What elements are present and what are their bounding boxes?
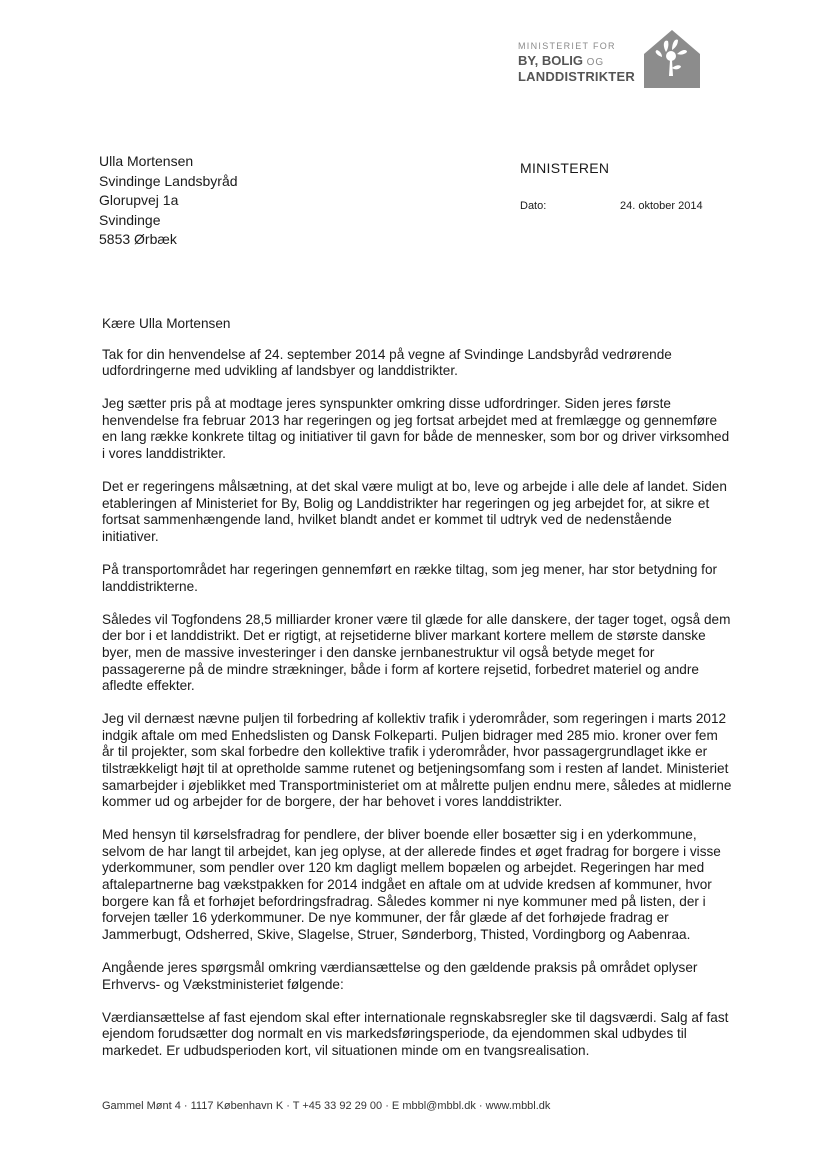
logo-line-1: MINISTERIET FOR — [518, 41, 616, 51]
paragraph: Jeg sætter pris på at modtage jeres synspunkter omkring disse udfordringer. Siden jeres første henvendelse fra februar 2013 har regeringen og jeg fortsat arbejdet med at fremlægge og gennemføre en lang række konkrete tiltag og initiativer til gavn for både de mennesker, som bor og driver virksomhed i vores landdistrikter. — [102, 396, 730, 462]
letter-body — [102, 316, 732, 1076]
salutation: Kære Ulla Mortensen — [102, 316, 231, 331]
recipient-postal: 5853 Ørbæk — [99, 231, 177, 247]
paragraph: Jeg vil dernæst nævne puljen til forbedring af kollektiv trafik i yderområder, som regeringen i marts 2012 indgik aftale om med Enhedslisten og Dansk Folkeparti. Puljen bidrager med 285 mio. kroner over fem år til projekter, som skal forbedre den kollektive trafik i yderområder, hvor passagergrundlaget ikke er tilstrækkeligt højt til at opretholde samme rutenet og betjeningsomfang som i resten af landet. Ministeriet samarbejder i øjeblikket med Transportministeriet om at målrette puljen endnu mere, således at midlerne kommer ud og arbejder for de borgere, der har behovet i vores landdistrikter. — [102, 711, 732, 810]
logo-line-2-small: OG — [586, 57, 605, 68]
paragraph: Angående jeres spørgsmål omkring værdiansættelse og den gældende praksis på området oplyser Erhvervs- og Vækstministeriet følgende: — [102, 959, 698, 992]
footer-contact: Gammel Mønt 4 · 1117 København K · T +45 33 92 29 00 · E mbbl@mbbl.dk · www.mbbl.dk — [102, 1100, 551, 1112]
paragraph: Tak for din henvendelse af 24. september 2014 på vegne af Svindinge Landsbyråd vedrørende udfordringerne med udvikling af landsbyer og landdistrikter. — [102, 346, 672, 379]
paragraph: Således vil Togfondens 28,5 milliarder kroner være til glæde for alle danskere, der tager toget, også dem der bor i et landdistrikt. Det er rigtigt, at rejsetiderne bliver markant kortere mellem de største danske byer, men de massive investeringer i den danske jernbanestruktur vil også betyde meget for passagererne på de mindre strækninger, både i form af kortere rejsetid, forbedret materiel og andre afledte effekter. — [102, 611, 731, 694]
logo-line-2-bold: BY, BOLIG — [518, 53, 584, 68]
paragraph: Det er regeringens målsætning, at det skal være muligt at bo, leve og arbejde i alle dele af landet. Siden etableringen af Ministeriet for By, Bolig og Landdistrikter har regeringen og jeg arbejdet for, at sikre et fortsat sammenhængende land, hvilket blandt andet er kommet til udtryk ved de nedenstående initiativer. — [102, 479, 727, 544]
sender-title: MINISTEREN — [520, 160, 610, 176]
recipient-town: Svindinge — [99, 211, 161, 228]
logo-wordmark — [518, 42, 635, 83]
date-value: 24. oktober 2014 — [620, 200, 703, 212]
ministry-logo — [518, 28, 708, 92]
paragraph: På transportområdet har regeringen gennemført en række tiltag, som jeg mener, har stor betydning for landdistrikterne. — [102, 562, 718, 594]
house-flower-icon — [642, 28, 702, 88]
recipient-address — [99, 152, 238, 250]
logo-line-2 — [518, 54, 635, 68]
recipient-organization: Svindinge Landsbyråd — [99, 172, 238, 189]
logo-line-3: LANDDISTRIKTER — [518, 69, 635, 84]
date-label: Dato: — [520, 200, 547, 212]
paragraph: Værdiansættelse af fast ejendom skal efter internationale regnskabsregler ske til dagsværdi. Salg af fast ejendom forudsætter dog normalt en vis markedsføringsperiode, da ejendommen skal udbydes til markedet. Er udbudsperioden kort, vil situationen minde om en tvangsrealisation. — [102, 1009, 729, 1058]
recipient-street: Glorupvej 1a — [99, 192, 179, 208]
recipient-name: Ulla Mortensen — [99, 153, 194, 169]
paragraph: Med hensyn til kørselsfradrag for pendlere, der bliver boende eller bosætter sig i en yderkommune, selvom de har langt til arbejdet, kan jeg oplyse, at der allerede findes et øget fradrag for borgere i visse yderkommuner, som pendler over 120 km dagligt mellem bopælen og arbejdet. Regeringen har med aftalepartnerne bag vækstpakken for 2014 indgået en aftale om at udvide kredsen af kommuner, hvor borgere kan få et forhøjet befordringsfradrag. Således kommer ni nye kommuner med på listen, der i forvejen tæller 16 yderkommuner. De nye kommuner, der får glæde af det forhøjede fradrag er Jammerbugt, Odsherred, Skive, Slagelse, Struer, Sønderborg, Thisted, Vordingborg og Aabenraa. — [102, 827, 721, 942]
